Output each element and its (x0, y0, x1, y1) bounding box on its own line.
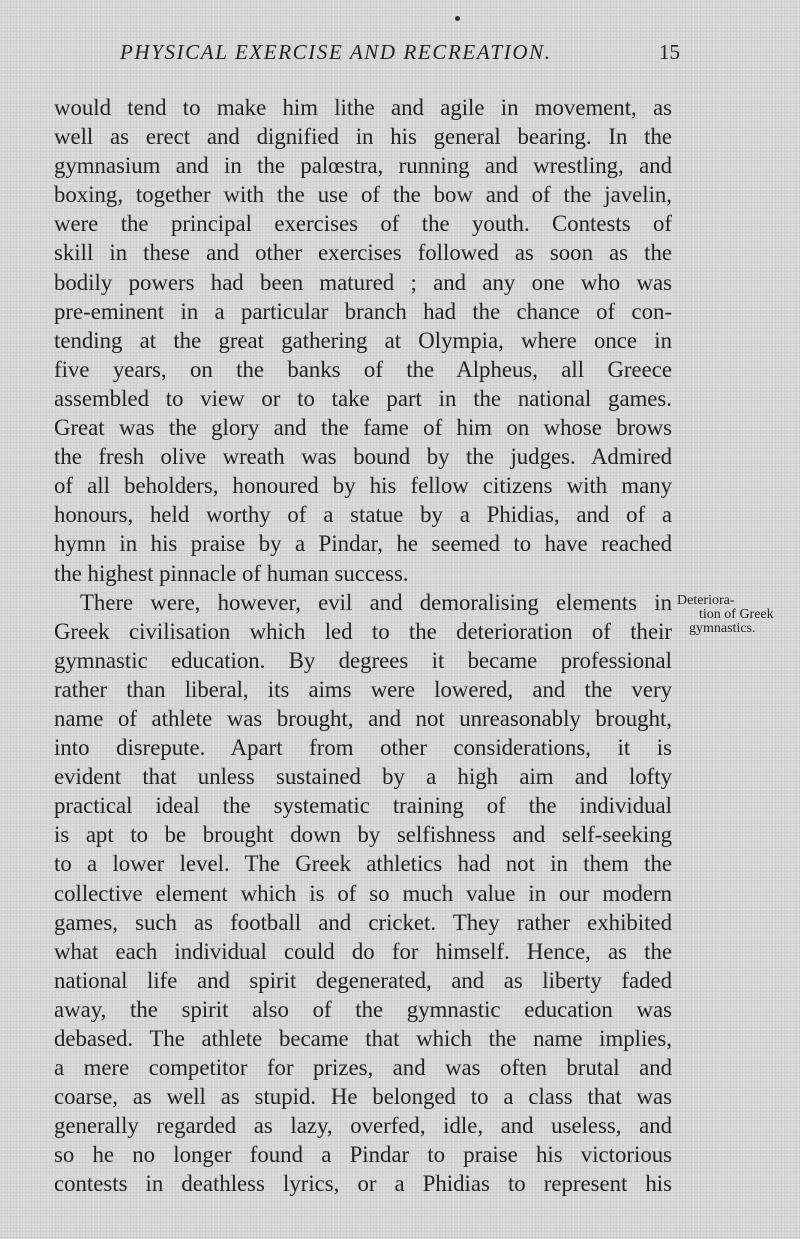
text-line: the fresh olive wreath was bound by the judges. Admired (54, 444, 672, 470)
text-line: evident that unless sustained by a high aim and lofty (54, 764, 672, 790)
paragraph (54, 588, 672, 1199)
ink-dot (455, 16, 460, 21)
text-line: would tend to make him lithe and agile in movement, as (54, 95, 672, 120)
text-line: There were, however, evil and demoralising elements in (80, 589, 672, 615)
text-line: Greek civilisation which led to the deterioration of their (54, 618, 672, 644)
text-line: assembled to view or to take part in the national games. (54, 385, 672, 411)
text-line: Great was the glory and the fame of him on whose brows (54, 415, 672, 441)
text-line: honours, held worthy of a statue by a Phidias, and of a (54, 502, 672, 528)
text-line: to a lower level. The Greek athletics had not in them the (54, 851, 672, 877)
text-line: were the principal exercises of the youth. Contests of (54, 211, 672, 237)
text-line: pre-eminent in a particular branch had the chance of con- (54, 298, 672, 324)
text-line: into disrepute. Apart from other considerations, it is (54, 735, 672, 761)
text-line: of all beholders, honoured by his fellow citizens with many (54, 473, 672, 499)
text-line: what each individual could do for himself. Hence, as the (54, 938, 672, 964)
text-line: so he no longer found a Pindar to praise his victorious (54, 1142, 672, 1168)
page-header (120, 40, 680, 72)
text-line: generally regarded as lazy, overfed, idle, and useless, and (54, 1113, 672, 1139)
text-line: is apt to be brought down by selfishness and self-seeking (54, 822, 672, 848)
margin-note (677, 594, 797, 636)
text-line: well as erect and dignified in his general bearing. In the (54, 124, 672, 150)
text-line: tending at the great gathering at Olympia, where once in (54, 327, 672, 353)
text-line: national life and spirit degenerated, and as liberty faded (54, 967, 672, 993)
margin-note-line: gymnastics. (689, 621, 756, 636)
margin-note-line: tion of Greek (699, 607, 774, 622)
text-line: hymn in his praise by a Pindar, he seemed to have reached (54, 531, 672, 557)
margin-note-line: Deteriora- (677, 593, 735, 608)
text-line: games, such as football and cricket. They rather exhibited (54, 909, 672, 935)
text-line: practical ideal the systematic training of the individual (54, 793, 672, 819)
text-line: a mere competitor for prizes, and was often brutal and (54, 1055, 672, 1081)
text-line: coarse, as well as stupid. He belonged to a class that was (54, 1084, 672, 1110)
text-line: collective element which is of so much value in our modern (54, 880, 672, 906)
text-line: rather than liberal, its aims were lowered, and the very (54, 676, 672, 702)
text-line: bodily powers had been matured ; and any one who was (54, 269, 672, 295)
text-line: the highest pinnacle of human success. (54, 560, 409, 586)
page-number: 15 (659, 40, 680, 64)
text-line: name of athlete was brought, and not unreasonably brought, (54, 705, 672, 731)
text-line: contests in deathless lyrics, or a Phidias to represent his (54, 1171, 672, 1197)
text-line: gymnasium and in the palœstra, running and wrestling, and (54, 153, 672, 179)
text-line: boxing, together with the use of the bow and of the javelin, (54, 182, 672, 208)
body-text (54, 93, 672, 1199)
text-line: gymnastic education. By degrees it became professional (54, 647, 672, 673)
text-line: debased. The athlete became that which the name implies, (54, 1026, 672, 1051)
text-line: five years, on the banks of the Alpheus, all Greece (54, 356, 672, 382)
text-line: skill in these and other exercises followed as soon as the (54, 240, 672, 266)
paragraph (54, 93, 672, 588)
text-line: away, the spirit also of the gymnastic education was (54, 996, 672, 1022)
running-head: PHYSICAL EXERCISE AND RECREATION. (120, 40, 552, 64)
